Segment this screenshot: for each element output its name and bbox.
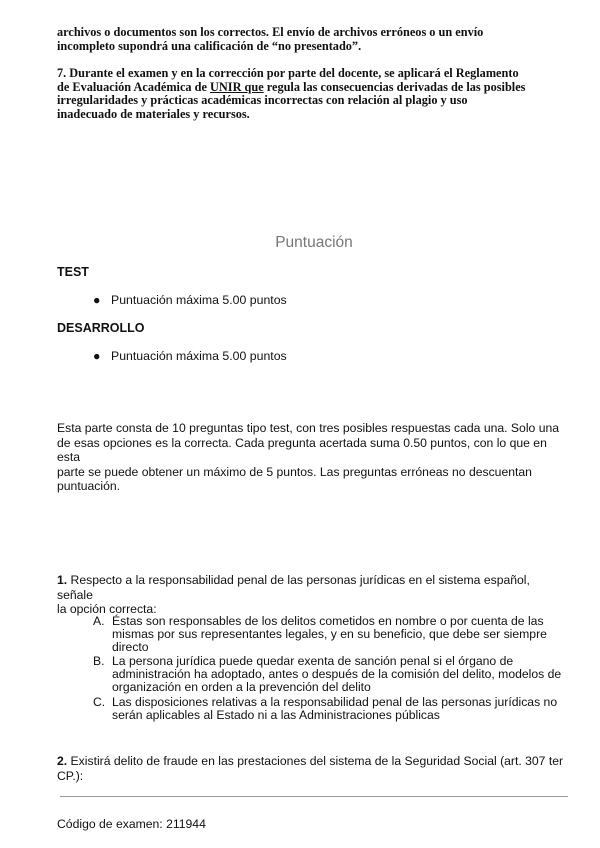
rule-paragraph-7 — [57, 67, 567, 121]
bullet-icon: ● — [93, 349, 101, 363]
option-letter: A. — [93, 614, 105, 628]
question-2 — [57, 754, 567, 783]
question-1 — [57, 573, 567, 617]
question-number: 2. — [57, 754, 68, 768]
desarrollo-max-score — [93, 349, 287, 363]
option-c-line-2: serán aplicables al Estado ni a las Administraciones públicas — [112, 707, 440, 722]
option-a-line-3: directo — [112, 640, 149, 655]
test-max-score — [93, 293, 287, 307]
rule-7-line-2-post: regula las consecuencias derivadas de las posibles — [263, 79, 526, 94]
option-b[interactable] — [93, 655, 563, 694]
section-title-test: TEST — [57, 265, 89, 279]
desarrollo-max-score-text: Puntuación máxima 5.00 puntos — [111, 349, 287, 363]
question-1-options — [93, 615, 563, 723]
option-b-line-1: La persona jurídica puede quedar exenta de sanción penal si el órgano de — [112, 654, 514, 669]
scoring-title: Puntuación — [275, 234, 353, 251]
exam-code: Código de examen: 211944 — [57, 817, 206, 831]
rule-7-line-3: irregularidades y prácticas académicas incorrectas con relación al plagio y uso — [57, 93, 468, 108]
question-2-line-1: Existirá delito de fraude en las prestaciones del sistema de la Seguridad Social (art. 307 ter — [67, 754, 564, 768]
option-letter: C. — [93, 694, 106, 709]
option-c-line-1: Las disposiciones relativas a la responsabilidad penal de las personas jurídicas no — [112, 694, 558, 709]
option-letter: B. — [93, 654, 105, 669]
rule-7-line-4: inadecuado de materiales y recursos. — [57, 106, 250, 121]
option-a-line-1: Éstas son responsables de los delitos cometidos en nombre o por cuenta de las — [112, 614, 544, 628]
unir-link[interactable]: UNIR que — [210, 79, 264, 94]
rule-6-line-1: archivos o documentos son los correctos. El envío de archivos erróneos o un envío — [57, 25, 484, 39]
footer-divider — [60, 796, 568, 797]
option-b-line-3: organización en orden a la prevención del delito — [112, 680, 371, 695]
question-number: 1. — [57, 573, 68, 587]
intro-line-1: Esta parte consta de 10 preguntas tipo test, con tres posibles respuestas cada una. Solo una — [57, 421, 560, 435]
intro-line-3: parte se puede obtener un máximo de 5 puntos. Las preguntas erróneas no descuentan — [57, 464, 532, 479]
question-2-line-2: CP.): — [57, 768, 84, 783]
question-1-line-2: la opción correcta: — [57, 602, 157, 617]
rule-6-line-2: incompleto supondrá una calificación de “no presentado”. — [57, 38, 362, 53]
intro-line-4: puntuación. — [57, 479, 121, 494]
question-1-line-1: Respecto a la responsabilidad penal de las personas jurídicas en el sistema español, señale — [57, 573, 530, 602]
option-c[interactable] — [93, 696, 563, 722]
rule-paragraph-6 — [57, 26, 567, 53]
option-a[interactable] — [93, 615, 563, 654]
rule-7-line-1: 7. Durante el examen y en la corrección por parte del docente, se aplicará el Reglamento — [57, 66, 519, 81]
rule-7-line-2-pre: de Evaluación Académica de — [57, 79, 211, 94]
test-intro — [57, 421, 567, 494]
section-title-desarrollo: DESARROLLO — [57, 321, 145, 335]
exam-rules — [57, 26, 567, 136]
option-a-line-2: mismas por sus representantes legales, y en su beneficio, que debe ser siempre — [112, 627, 547, 642]
intro-line-2: de esas opciones es la correcta. Cada pregunta acertada suma 0.50 puntos, con lo que en esta — [57, 435, 547, 465]
test-max-score-text: Puntuación máxima 5.00 puntos — [111, 293, 287, 307]
bullet-icon: ● — [93, 293, 101, 307]
option-b-line-2: administración ha adoptado, antes o después de la comisión del delito, modelos de — [112, 667, 562, 682]
